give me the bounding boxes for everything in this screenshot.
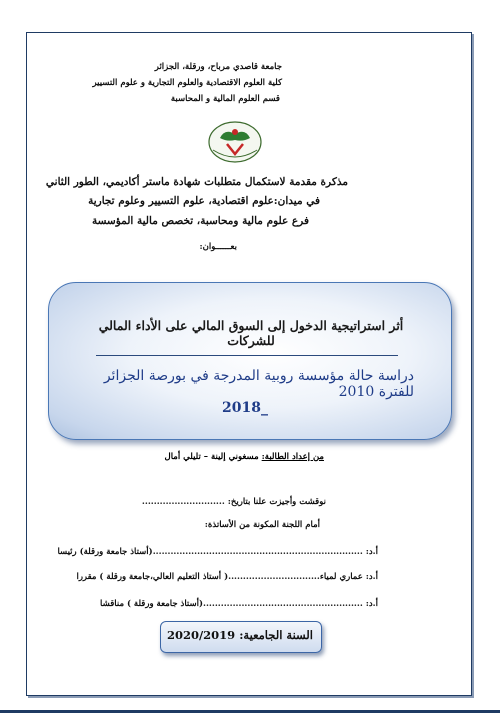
committee-label: أمام اللجنة المكونة من الأساتذة: (204, 520, 320, 530)
faculty-name: كلية العلوم الاقتصادية والعلوم التجارية و علوم التسيير (92, 78, 282, 88)
bottom-rule (0, 710, 500, 713)
department-name: قسم العلوم المالية و المحاسبة (170, 94, 280, 104)
memo-branch: فرع علوم مالية ومحاسبة، تخصص مالية المؤسسة (91, 215, 309, 227)
prepared-label: من إعداد الطالبة: (261, 452, 324, 462)
jury-member: أ.د: ......................................................(أستاذ جامعة ورقلة ) مناقشا (100, 599, 378, 609)
thesis-subtitle: دراسة حالة مؤسسة روبية المدرجة في بورصة الجزائر للفترة 2010 (103, 368, 414, 400)
title-card (48, 282, 452, 440)
student-names: مسغوني إلينة – تليلي أمال (164, 452, 259, 462)
thesis-subtitle-year: 2018_ (222, 400, 268, 416)
thesis-title: أثر استراتيجية الدخول إلى السوق المالي على الأداء المالي للشركات (98, 318, 404, 348)
jury-member: أ.د: .......................................................................(أستاذ جامعة ورقلة) رئيسا (57, 547, 378, 557)
memo-field: في ميدان:علوم اقتصادية، علوم التسيير وعلوم تجارية (88, 195, 320, 207)
prepared-by (165, 452, 324, 462)
memo-description: مذكرة مقدمة لاستكمال متطلبات شهادة ماستر أكاديمي، الطور الثاني (45, 176, 348, 188)
defense-date: نوقشت وأجيزت علنا بتاريخ: ............................ (141, 497, 326, 507)
university-logo (205, 120, 265, 166)
title-divider (96, 355, 398, 356)
titled-label: بعــــــوان: (199, 242, 237, 252)
jury-member: أ.د: عماري لمياء...............................( أستاذ التعليم العالي،جامعة ورقلة ) مقررا (76, 572, 378, 582)
academic-year: السنة الجامعية: 2020/2019 (166, 628, 314, 642)
university-name: جامعة قاصدي مرباح، ورقلة، الجزائر (154, 62, 282, 72)
